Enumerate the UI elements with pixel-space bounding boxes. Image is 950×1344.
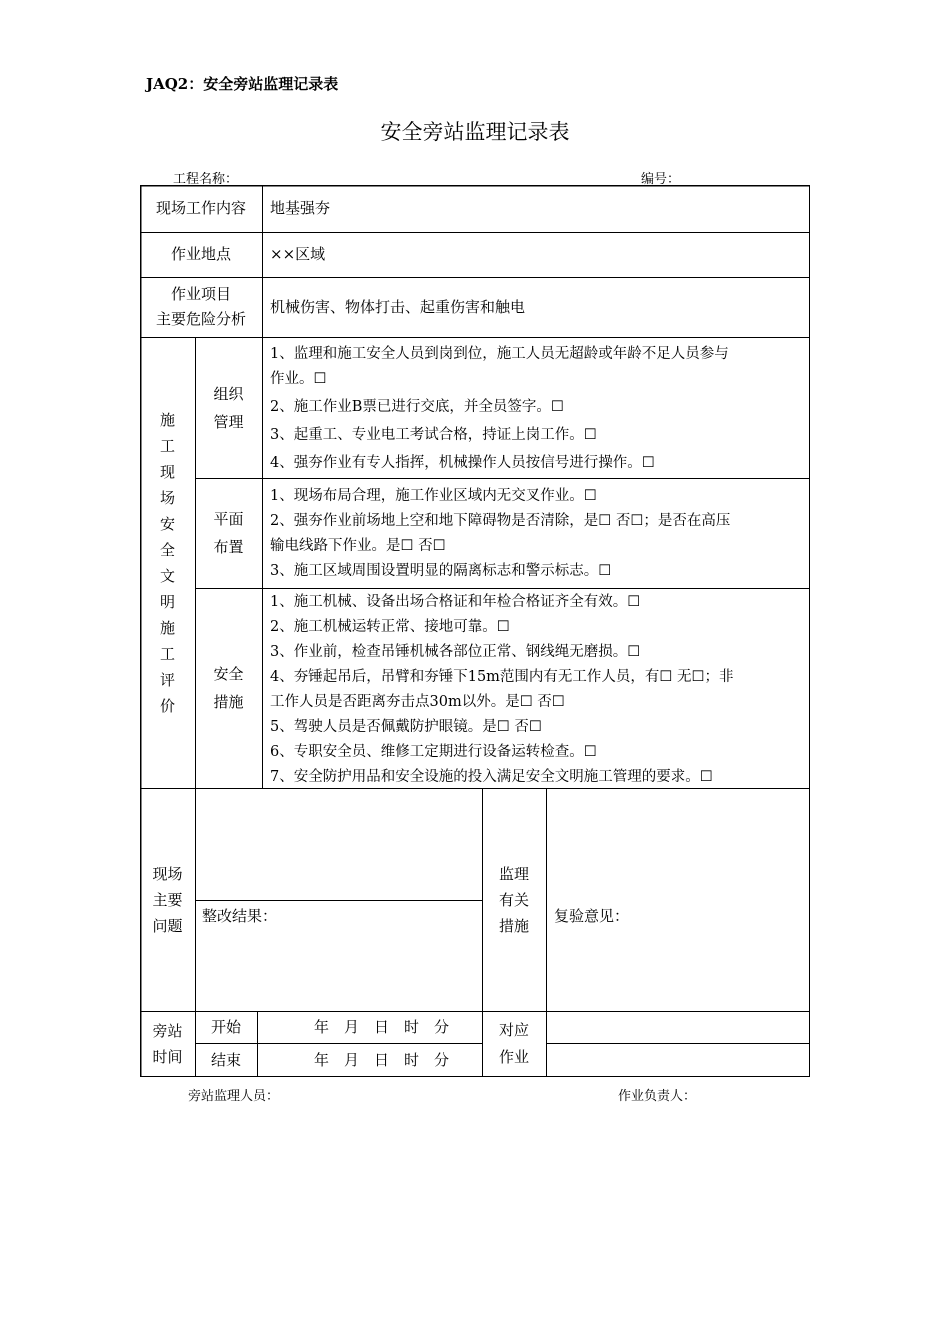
list-item: 1、施工机械、设备出场合格证和年检合格证齐全有效。☐ — [270, 594, 641, 610]
list-item: 输电线路下作业。是☐ 否☐ — [270, 538, 446, 554]
number-label: 编号： — [641, 172, 681, 187]
page-title: 安全旁站监理记录表 — [380, 120, 570, 144]
section-safety-label-cell — [195, 588, 262, 788]
section-layout-label-cell — [195, 478, 262, 588]
measures-label: 监理有关措施 — [498, 864, 529, 935]
section-layout-label: 平面布置 — [213, 510, 244, 556]
list-item: 1、现场布局合理，施工作业区域内无交叉作业。☐ — [270, 488, 597, 504]
evaluation-label: 施工现场安全文明施工评价 — [159, 410, 175, 715]
list-item: 5、驾驶人员是否佩戴防护眼镜。是☐ 否☐ — [270, 719, 542, 735]
list-item: 作业。☐ — [270, 371, 327, 387]
hazard-label-line1: 作业项目 — [170, 285, 231, 303]
list-item: 3、起重工、专业电工考试合格，持证上岗工作。☐ — [270, 427, 597, 443]
hazard-label-line2: 主要危险分析 — [155, 310, 246, 328]
supervision-form — [140, 185, 810, 1077]
hazard-value: 机械伤害、物体打击、起重伤害和触电 — [270, 297, 526, 316]
list-item: 2、强夯作业前场地上空和地下障碍物是否清除，是☐ 否☐；是否在高压 — [270, 513, 731, 529]
list-item: 工作人员是否距离夯击点30m以外。是☐ 否☐ — [270, 694, 565, 710]
response-label-line2: 作业 — [498, 1048, 529, 1066]
evaluation-label-cell — [140, 337, 195, 788]
project-name-label: 工程名称： — [173, 172, 239, 187]
review-label: 复验意见： — [554, 907, 630, 925]
list-item: 3、施工区域周围设置明显的隔离标志和警示标志。☐ — [270, 563, 612, 579]
end-label: 结束 — [210, 1050, 241, 1069]
work-content-label: 现场工作内容 — [155, 199, 246, 217]
section-safety-items — [270, 590, 805, 790]
list-item: 2、施工机械运转正常、接地可靠。☐ — [270, 619, 510, 635]
start-label: 开始 — [210, 1017, 241, 1036]
responsible-label: 作业负责人： — [618, 1089, 697, 1104]
section-org-label: 组织管理 — [213, 384, 244, 431]
section-layout-items — [270, 484, 805, 584]
list-item: 2、施工作业B票已进行交底，并全员签字。☐ — [270, 399, 564, 415]
work-content-value: 地基强夯 — [270, 199, 331, 217]
list-item: 6、专职安全员、维修工定期进行设备运转检查。☐ — [270, 744, 597, 760]
list-item: 4、夯锤起吊后，吊臂和夯锤下15m范围内有无工作人员，有☐ 无☐；非 — [270, 669, 734, 685]
start-datetime: 年 月 日 时 分 — [314, 1017, 450, 1036]
list-item: 4、强夯作业有专人指挥，机械操作人员按信号进行操作。☐ — [270, 455, 655, 471]
response-label-line1: 对应 — [498, 1021, 529, 1039]
hazard-label — [140, 277, 262, 337]
issues-label: 现场主要问题 — [152, 864, 183, 935]
timing-label-cell — [140, 1011, 195, 1077]
section-safety-label: 安全措施 — [213, 665, 244, 711]
location-value: ××区域 — [270, 245, 326, 263]
document-code: JAQ2：安全旁站监理记录表 — [146, 75, 339, 93]
response-label — [482, 1011, 546, 1077]
list-item: 1、监理和施工安全人员到岗到位，施工人员无超龄或年龄不足人员参与 — [270, 346, 729, 362]
end-datetime: 年 月 日 时 分 — [314, 1050, 450, 1069]
rectification-label: 整改结果： — [202, 907, 278, 925]
list-item: 7、安全防护用品和安全设施的投入满足安全文明施工管理的要求。☐ — [270, 769, 713, 785]
location-label: 作业地点 — [170, 245, 231, 263]
timing-label: 旁站时间 — [152, 1022, 183, 1066]
section-org-items — [270, 342, 805, 476]
list-item: 3、作业前，检查吊锤机械各部位正常、钢线绳无磨损。☐ — [270, 644, 641, 660]
section-org-label-cell — [195, 337, 262, 478]
supervisor-label: 旁站监理人员： — [188, 1089, 280, 1104]
issues-label-cell — [140, 788, 195, 1011]
measures-label-cell — [482, 788, 546, 1011]
